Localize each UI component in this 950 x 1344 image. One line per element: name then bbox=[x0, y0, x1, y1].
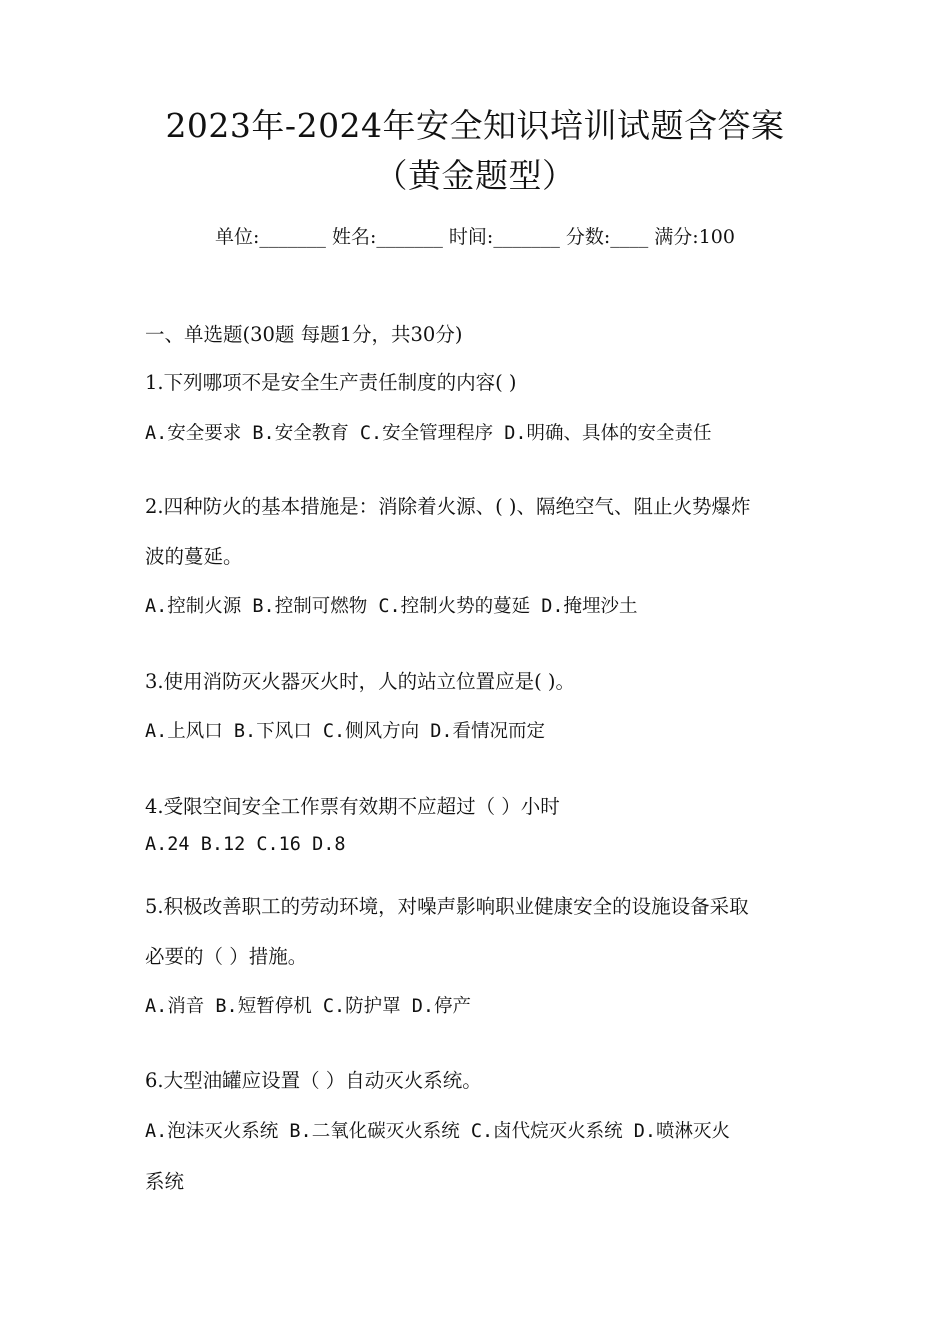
exam-info-line: 单位:_______ 姓名:_______ 时间:_______ 分数:____ 满分:100 bbox=[215, 226, 735, 248]
question-4-stem: 4.受限空间安全工作票有效期不应超过（ ）小时 bbox=[145, 795, 560, 818]
section-heading: 一、单选题(30题 每题1分，共30分) bbox=[145, 323, 463, 346]
question-5-options: A.消音 B.短暂停机 C.防护罩 D.停产 bbox=[145, 996, 472, 1017]
question-3-options: A.上风口 B.下风口 C.侧风方向 D.看情况而定 bbox=[145, 721, 546, 742]
question-1-options: A.安全要求 B.安全教育 C.安全管理程序 D.明确、具体的安全责任 bbox=[145, 423, 712, 444]
question-6-options-cont: 系统 bbox=[145, 1170, 185, 1193]
question-1-stem: 1.下列哪项不是安全生产责任制度的内容( ) bbox=[145, 371, 517, 394]
question-3-stem: 3.使用消防灭火器灭火时，人的站立位置应是( )。 bbox=[145, 670, 576, 693]
question-6-options: A.泡沫灭火系统 B.二氧化碳灭火系统 C.卤代烷灭火系统 D.喷淋灭火 bbox=[145, 1121, 731, 1142]
question-4-options: A.24 B.12 C.16 D.8 bbox=[145, 834, 346, 855]
question-2-stem-cont: 波的蔓延。 bbox=[145, 545, 243, 568]
question-5-stem-cont: 必要的（ ）措施。 bbox=[145, 945, 308, 968]
question-5-stem: 5.积极改善职工的劳动环境，对噪声影响职业健康安全的设施设备采取 bbox=[145, 895, 749, 918]
document-title: 2023年-2024年安全知识培训试题含答案 bbox=[165, 106, 785, 145]
question-2-options: A.控制火源 B.控制可燃物 C.控制火势的蔓延 D.掩埋沙土 bbox=[145, 596, 638, 617]
question-6-stem: 6.大型油罐应设置（ ）自动灭火系统。 bbox=[145, 1069, 482, 1092]
question-2-stem: 2.四种防火的基本措施是：消除着火源、( )、隔绝空气、阻止火势爆炸 bbox=[145, 495, 751, 518]
document-subtitle: （黄金题型） bbox=[374, 156, 576, 195]
